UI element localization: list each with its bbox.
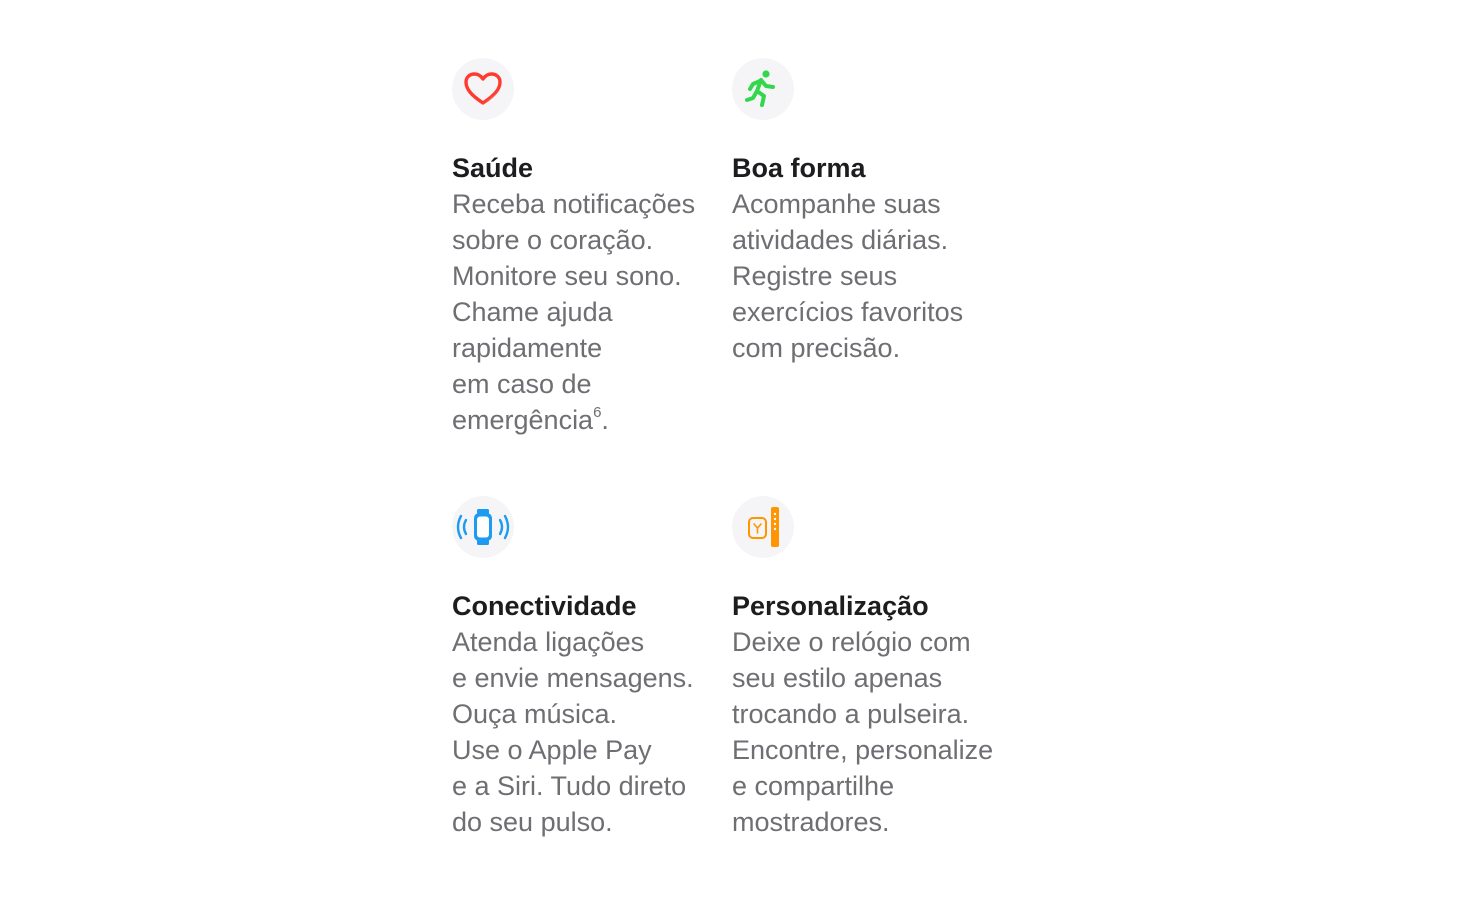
feature-description: Deixe o relógio com seu estilo apenas trocando a pulseira. Encontre, personalize e compartilhe mostradores. xyxy=(732,627,994,837)
feature-title: Saúde xyxy=(452,153,534,183)
feature-title: Boa forma xyxy=(732,153,866,183)
feature-personalization xyxy=(732,496,1004,840)
feature-description: Receba notificações sobre o coração. Monitore seu sono. Chame ajuda rapidamente em caso de emergência$^6$. xyxy=(452,189,696,435)
footnote-marker[interactable]: 6 xyxy=(593,404,602,421)
watch-band-icon xyxy=(732,496,794,558)
feature-connectivity xyxy=(452,496,724,840)
feature-health xyxy=(452,58,724,438)
watch-connectivity-icon xyxy=(452,496,514,558)
feature-description: Atenda ligações e envie mensagens. Ouça música. Use o Apple Pay e a Siri. Tudo direto do seu pulso. xyxy=(452,627,694,837)
running-figure-icon xyxy=(732,58,794,120)
feature-fitness xyxy=(732,58,1004,366)
feature-title: Personalização xyxy=(732,591,929,621)
feature-description: Acompanhe suas atividades diárias. Registre seus exercícios favoritos com precisão. xyxy=(732,189,964,363)
feature-title: Conectividade xyxy=(452,591,637,621)
heart-icon xyxy=(452,58,514,120)
